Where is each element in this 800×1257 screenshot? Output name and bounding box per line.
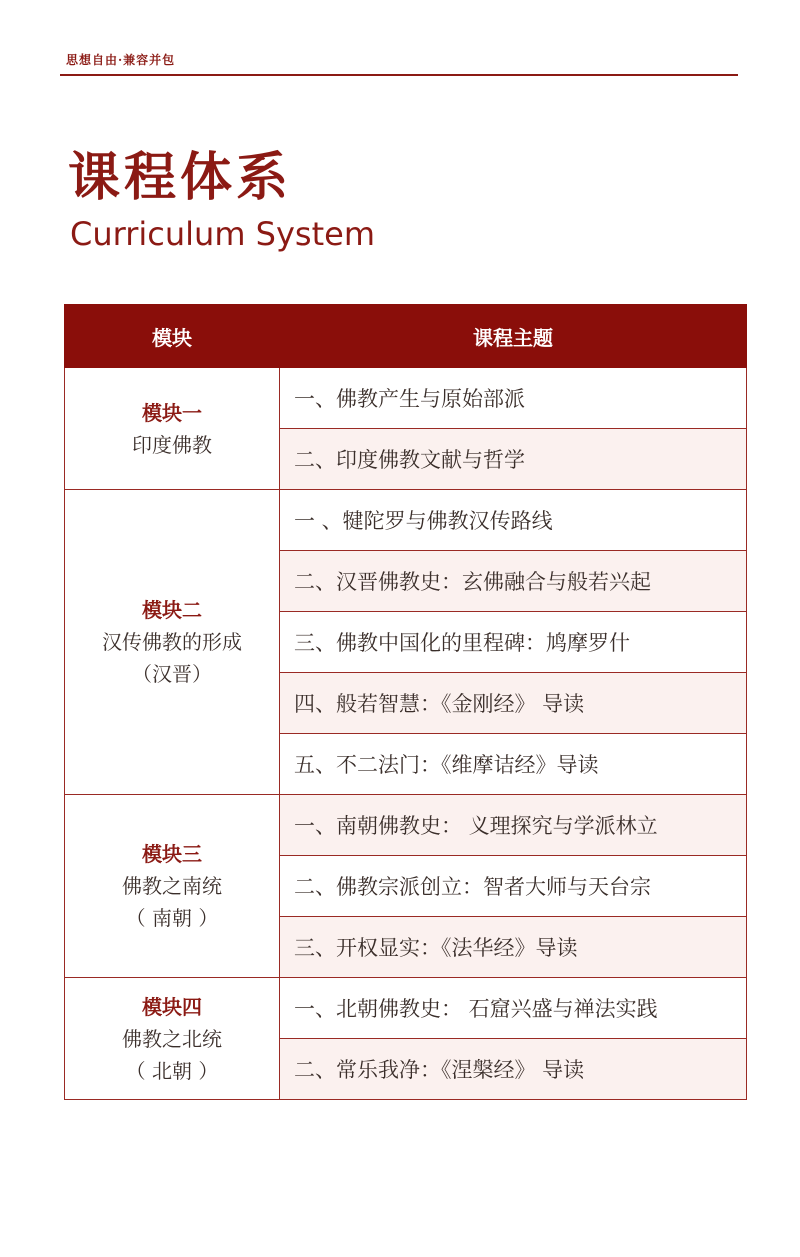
header-module: 模块 — [65, 305, 280, 368]
module-period: （ 北朝 ） — [125, 1058, 219, 1083]
module-period: （ 南朝 ） — [125, 906, 219, 930]
topic-cell: 一、佛教产生与原始部派 — [280, 368, 747, 429]
header-topic: 课程主题 — [280, 305, 747, 368]
topic-cell: 二、佛教宗派创立：智者大师与天台宗 — [280, 856, 747, 917]
module-subtitle: 汉传佛教的形成 — [102, 630, 242, 654]
module-name: 模块一 — [142, 400, 202, 425]
topic-cell: 二、印度佛教文献与哲学 — [280, 429, 747, 490]
topic-cell: 三、佛教中国化的里程碑：鸠摩罗什 — [280, 612, 747, 673]
page-title: 课程体系 — [68, 147, 293, 208]
topic-cell: 二、常乐我净：《涅槃经》 导读 — [280, 1039, 747, 1100]
topic-cell: 三、开权显实：《法华经》导读 — [280, 917, 747, 978]
topic-cell: 四、般若智慧：《金刚经》 导读 — [280, 673, 747, 734]
module-name: 模块二 — [142, 598, 202, 622]
module-cell-2 — [65, 490, 280, 795]
top-divider — [60, 74, 738, 76]
module-cell-4 — [65, 978, 280, 1100]
table-header-row — [65, 305, 747, 368]
topic-cell: 一、北朝佛教史： 石窟兴盛与禅法实践 — [280, 978, 747, 1039]
module-name: 模块三 — [142, 842, 202, 866]
table-row — [65, 368, 747, 429]
table-row — [65, 978, 747, 1039]
slogan: 思想自由·兼容并包 — [66, 53, 176, 67]
topic-cell: 一、南朝佛教史： 义理探究与学派林立 — [280, 795, 747, 856]
page-subtitle: Curriculum System — [70, 215, 375, 253]
module-subtitle: 佛教之北统 — [122, 1026, 222, 1051]
module-subtitle: 佛教之南统 — [122, 874, 222, 898]
curriculum-table — [64, 304, 747, 1100]
module-subtitle: 印度佛教 — [132, 432, 212, 457]
table-row — [65, 490, 747, 551]
table-row — [65, 795, 747, 856]
module-period: （汉晋） — [132, 662, 212, 686]
module-name: 模块四 — [142, 994, 202, 1019]
module-cell-1 — [65, 368, 280, 490]
module-cell-3 — [65, 795, 280, 978]
topic-cell: 二、汉晋佛教史：玄佛融合与般若兴起 — [280, 551, 747, 612]
topic-cell: 一 、犍陀罗与佛教汉传路线 — [280, 490, 747, 551]
topic-cell: 五、不二法门：《维摩诘经》导读 — [280, 734, 747, 795]
